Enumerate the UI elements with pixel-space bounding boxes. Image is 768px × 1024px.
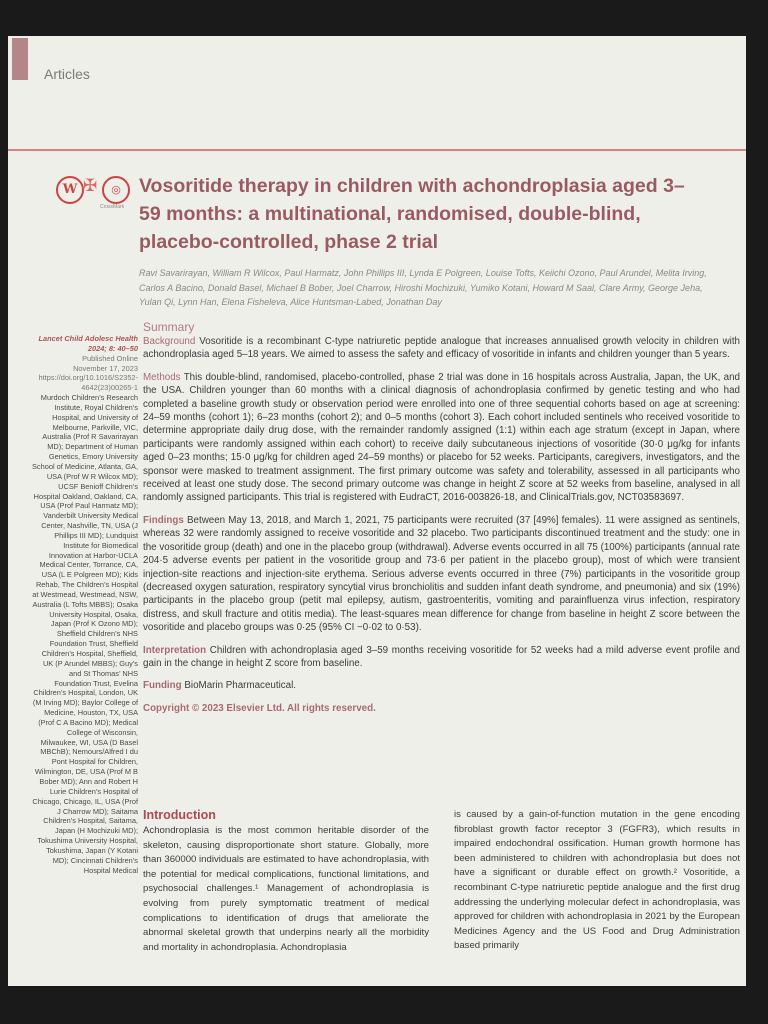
background-text: Vosoritide is a recombinant C-type natriuretic peptide analogue that increases annualised growth velocity in children with achondroplasia aged 5–18 years. We aimed to assess the safety and efficacy of vosoritide in infants and children younger than 5 years. xyxy=(143,336,740,361)
intro-column-left xyxy=(143,808,429,955)
intro-text-right: is caused by a gain-of-function mutation in the gene encoding fibroblast growth factor receptor 3 (FGFR3), which results in impaired endochondral ossification. Human growth hormone has been administered to children with achondroplasia but does not have a significant or durable effect on growth.² Vosoritide, a recombinant C-type natriuretic peptide analogue and the first drug addressing the underlying molecular defect in achondroplasia, was approved for children with achondroplasia in 2021 by the European Medicines Agency and the US Food and Drug Administration based primarily xyxy=(454,809,740,952)
running-head: Articles xyxy=(44,66,90,82)
affiliations: Murdoch Children’s Research Institute, Royal Children’s Hospital, and University of Melbourne, Parkville, VIC, Australia (Prof R Savarirayan MD); Department of Human Genetics, Emory University School of Medicine, Atlanta, GA, USA (Prof W R Wilcox MD); UCSF Benioff Children’s Hospital Oakland, Oakland, CA, USA (Prof Paul Harmatz MD); Vanderbilt University Medical Center, Nashville, TN, USA (J Phillips III MD); Lundquist Institute for Biomedical Innovation at Harbor-UCLA Medical Center, Torrance, CA, USA (L E Polgreen MD); Kids Rehab, The Children’s Hospital at Westmead, Westmead, NSW, Australia (L Tofts MBBS); Osaka University Hospital, Osaka, Japan (Prof K Ozono MD); Sheffield Children’s NHS Foundation Trust, Sheffield Children’s Hospital, Sheffield, UK (P Arundel MBBS); Guy’s and St Thomas’ NHS Foundation Trust, Evelina Children’s Hospital, London, UK (M Irving MD); Baylor College of Medicine, Houston, TX, USA (Prof C A Bacino MD); Medical College of Wisconsin, Milwaukee, WI, USA (D Basel MBChB); Nemours/Alfred I du Pont Hospital for Children, Wilmington, DE, USA (Prof M B Bober MD); Ann and Robert H Lurie Children’s Hospital of Chicago, Chicago, IL, USA (Prof J Charrow MD); Saitama Children’s Hospital, Saitama, Japan (H Mochizuki MD); Tokushima University Hospital, Tokushima, Japan (Y Kotani MD); Cincinnati Children’s Hospital Medical xyxy=(32,393,138,875)
section-tab-marker xyxy=(12,38,28,80)
journal-name: Lancet Child Adolesc Health xyxy=(38,334,138,343)
article-title: Vosoritide therapy in children with achondroplasia aged 3–59 months: a multinational, randomised, double-blind, placebo-controlled, phase 2 trial xyxy=(139,175,685,253)
interpretation-paragraph xyxy=(143,644,740,671)
copyright-paragraph xyxy=(143,702,740,715)
summary-heading: Summary xyxy=(143,320,195,334)
funding-label: Funding xyxy=(143,680,182,692)
journal-citation: 2024; 8: 40–50 xyxy=(87,343,138,353)
open-access-icon: ✠ xyxy=(83,176,98,195)
funding-paragraph xyxy=(143,679,740,692)
introduction-heading: Introduction xyxy=(143,808,216,822)
findings-text: Between May 13, 2018, and March 1, 2021, 75 participants were recruited (37 [49%] females). 11 were assigned as sentinels, whereas 32 were randomly assigned to receive vosoritide and 32 placebo. Two participants discontinued treatment and the study: one in the vosoritide group (death) and one in the placebo group (withdrawal). Adverse events occurred in all 75 (100%) participants (annual rate 204·5 adverse events per patient in the vosoritide group and 73·6 per patient in the placebo group), most of which were transient injection-site reactions and injection-site erythema. Serious adverse events occurred in three (7%) participants in the vosoritide group (decreased oxygen saturation, respiratory syncytial virus bronchiolitis and sudden infant death syndrome, and pneumonia) and six (19%) participants in the placebo group (petit mal epilepsy, autism, gastroenteritis, vomiting and parainfluenza virus infection, respiratory distress, and skull fracture and otitis media). The least-squares mean difference for change from baseline in height Z score between the vosoritide and placebo groups was 0·25 (95% CI −0·02 to 0·53). xyxy=(143,514,740,634)
crossmark-label: CrossMark xyxy=(100,204,125,210)
abstract-summary xyxy=(143,320,740,724)
sidebar-info xyxy=(30,334,138,875)
article-page xyxy=(8,36,746,986)
background-paragraph xyxy=(143,335,740,362)
crossmark-icon[interactable]: ◎ xyxy=(102,176,130,204)
findings-paragraph xyxy=(143,514,740,635)
interpretation-label: Interpretation xyxy=(143,644,207,656)
logo-group xyxy=(56,176,134,210)
findings-label: Findings xyxy=(143,514,184,526)
author-list: Ravi Savarirayan, William R Wilcox, Paul Harmatz, John Phillips III, Lynda E Polgreen, Louise Tofts, Keiichi Ozono, Paul Arundel, Melita Irving, Carlos A Bacino, Donald Basel, Michael B Bober, Joel Charrow, Hiroshi Mochizuki, Yumiko Kotani, Howard M Saal, Clare Army, George Jeha, Yulan Qi, Lynn Han, Elena Fisheleva, Alice Huntsman-Labed, Jonathan Day xyxy=(139,268,707,307)
interpretation-text: Children with achondroplasia aged 3–59 months receiving vosoritide for 52 weeks had a mild adverse event profile and gain in the change in height Z score from baseline. xyxy=(143,644,740,669)
methods-label: Methods xyxy=(143,371,181,383)
intro-text-left: Achondroplasia is the most common heritable disorder of the skeleton, causing disproportionate short stature. Globally, more than 360000 individuals are estimated to have achondroplasia, with the potential for medical complications, functional limitations, and psychosocial challenges.¹ Management of achondroplasia is evolving from purely symptomatic treatment of medical complications to identification of drugs that ameliorate the abnormal skeletal growth that underpins nearly all the morbidity and mortality in achondroplasia. Achondroplasia xyxy=(143,825,429,953)
lancet-w-icon: W xyxy=(56,176,84,204)
copyright-text: Copyright © 2023 Elsevier Ltd. All rights reserved. xyxy=(143,702,376,714)
header-rule xyxy=(8,149,746,151)
published-label: Published Online xyxy=(82,353,138,363)
published-date: November 17, 2023 xyxy=(73,363,138,373)
background-label: Background xyxy=(143,336,196,347)
methods-paragraph xyxy=(143,371,740,505)
intro-column-right xyxy=(454,808,740,954)
methods-text: This double-blind, randomised, placebo-controlled, phase 2 trial was done in 16 hospitals across Australia, Japan, the UK, and the USA. Children younger than 60 months with a clinical diagnosis of achondroplasia confirmed by genetic testing and who had completed a baseline growth study or observation period were enrolled into one of three sequential cohorts based on age at screening: 24–59 months (cohort 1); 6–23 months (cohort 2); and 0–5 months (cohort 3). Each cohort included sentinels who received vosoritide to determine appropriate daily drug dose, with the remainder randomly assigned (1:1) within each age stratum (except in Japan, where participants were randomly assigned within each cohort) to receive daily subcutaneous injections of vosoritide (30·0 μg/kg for infants aged 0–23 months; 15·0 μg/kg for children aged 24–59 months) or placebo for 52 weeks. Participants, caregivers, investigators, and the sponsor were masked to treatment assignment. The first primary outcome was safety and tolerability, assessed in all participants who received at least one study dose. The second primary outcome was change in height Z score at 52 weeks from baseline, analysed in all randomly assigned participants. This trial is registered with EudraCT, 2016-003826-18, and ClinicalTrials.gov, NCT03583697. xyxy=(143,371,740,504)
doi-link[interactable]: https://doi.org/10.1016/S2352-4642(23)00265-1 xyxy=(38,373,138,393)
funding-text: BioMarin Pharmaceutical. xyxy=(184,680,296,692)
